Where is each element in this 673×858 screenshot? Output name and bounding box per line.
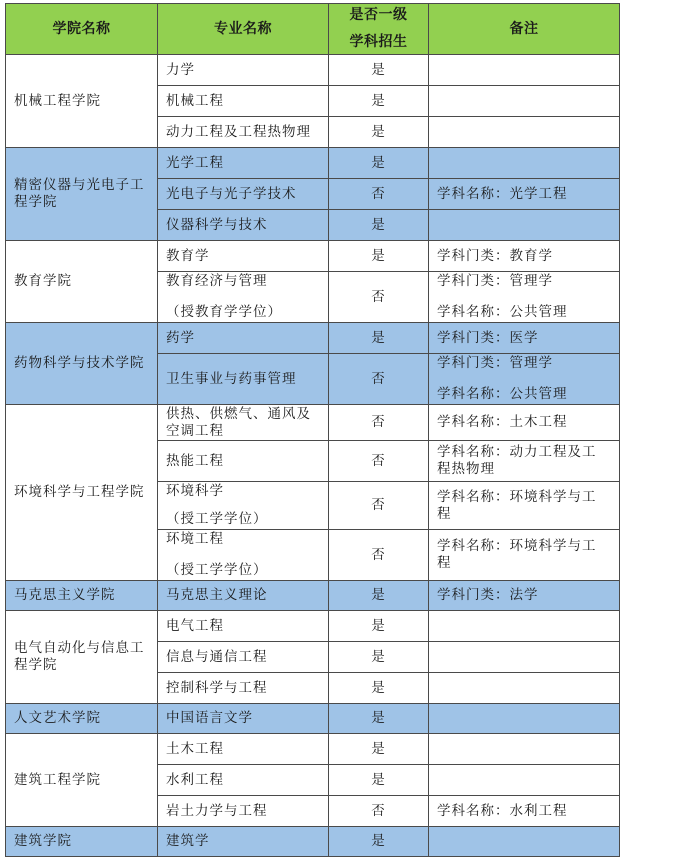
first-level-flag: 否 xyxy=(329,272,429,323)
major-name: 土木工程 xyxy=(158,734,329,765)
table-row xyxy=(6,241,620,272)
remark xyxy=(429,704,620,734)
table-row xyxy=(6,827,620,857)
first-level-flag: 否 xyxy=(329,405,429,441)
table-row xyxy=(6,323,620,354)
table-row xyxy=(6,611,620,642)
college-name-line2: 程学院 xyxy=(14,194,58,210)
first-level-flag: 是 xyxy=(329,765,429,796)
header-first-level xyxy=(329,4,429,55)
first-level-flag: 是 xyxy=(329,734,429,765)
program-table xyxy=(5,3,620,857)
first-level-flag: 是 xyxy=(329,673,429,704)
header-first-level-line1: 是否一级 xyxy=(349,7,408,23)
major-name xyxy=(158,482,329,530)
header-first-level-line2: 学科招生 xyxy=(349,34,408,50)
first-level-flag: 是 xyxy=(329,704,429,734)
remark: 学科名称：水利工程 xyxy=(429,796,620,827)
major-name xyxy=(158,272,329,323)
college-name: 人文艺术学院 xyxy=(6,704,158,734)
first-level-flag: 是 xyxy=(329,611,429,642)
major-name: 水利工程 xyxy=(158,765,329,796)
table-row xyxy=(6,704,620,734)
major-name-line1: 教育经济与管理 xyxy=(166,273,268,289)
remark-line1: 学科门类：管理学 xyxy=(437,355,553,371)
remark xyxy=(429,272,620,323)
remark xyxy=(429,734,620,765)
remark-line2: 程 xyxy=(437,505,452,522)
major-name: 教育学 xyxy=(158,241,329,272)
first-level-flag: 是 xyxy=(329,86,429,117)
remark-line2: 程 xyxy=(437,555,452,571)
remark xyxy=(429,55,620,86)
table-row xyxy=(6,581,620,611)
remark-line1: 学科名称：环境科学与工 xyxy=(437,538,597,554)
major-name: 建筑学 xyxy=(158,827,329,857)
college-name-line1: 电气自动化与信息工 xyxy=(14,640,145,656)
college-name: 建筑学院 xyxy=(6,827,158,857)
college-name-line2: 程学院 xyxy=(14,657,58,673)
table-row xyxy=(6,405,620,441)
major-name: 仪器科学与技术 xyxy=(158,210,329,241)
remark: 学科门类：法学 xyxy=(429,581,620,611)
remark xyxy=(429,765,620,796)
college-name xyxy=(6,148,158,241)
remark-line2: 学科名称：公共管理 xyxy=(437,304,568,320)
major-name: 动力工程及工程热物理 xyxy=(158,117,329,148)
remark-line1: 学科名称：环境科学与工 xyxy=(437,488,597,505)
major-name: 卫生事业与药事管理 xyxy=(158,354,329,405)
remark-line1: 学科名称：动力工程及工 xyxy=(437,444,597,460)
major-name: 中国语言文学 xyxy=(158,704,329,734)
first-level-flag: 是 xyxy=(329,827,429,857)
major-name: 热能工程 xyxy=(158,441,329,482)
first-level-flag: 是 xyxy=(329,642,429,673)
major-name: 力学 xyxy=(158,55,329,86)
major-name xyxy=(158,405,329,441)
remark: 学科名称：光学工程 xyxy=(429,179,620,210)
college-name: 机械工程学院 xyxy=(6,55,158,148)
major-name-line2: 空调工程 xyxy=(166,422,224,439)
major-name: 控制科学与工程 xyxy=(158,673,329,704)
first-level-flag: 是 xyxy=(329,241,429,272)
first-level-flag: 否 xyxy=(329,441,429,482)
major-name: 药学 xyxy=(158,323,329,354)
remark xyxy=(429,642,620,673)
first-level-flag: 否 xyxy=(329,530,429,581)
remark: 学科门类：教育学 xyxy=(429,241,620,272)
remark xyxy=(429,611,620,642)
major-name: 光电子与光子学技术 xyxy=(158,179,329,210)
first-level-flag: 否 xyxy=(329,354,429,405)
major-name: 岩土力学与工程 xyxy=(158,796,329,827)
remark: 学科名称：土木工程 xyxy=(429,405,620,441)
college-name: 马克思主义学院 xyxy=(6,581,158,611)
major-name: 马克思主义理论 xyxy=(158,581,329,611)
remark-line2: 程热物理 xyxy=(437,461,495,477)
first-level-flag: 是 xyxy=(329,581,429,611)
major-name: 光学工程 xyxy=(158,148,329,179)
first-level-flag: 是 xyxy=(329,210,429,241)
major-name-line1: 环境科学 xyxy=(166,483,224,499)
remark-line2: 学科名称：公共管理 xyxy=(437,386,568,402)
table-row xyxy=(6,734,620,765)
major-name-line2: （授工学学位） xyxy=(166,562,268,578)
major-name-line2: （授教育学学位） xyxy=(166,304,282,320)
major-name: 信息与通信工程 xyxy=(158,642,329,673)
major-name xyxy=(158,530,329,581)
college-name: 药物科学与技术学院 xyxy=(6,323,158,405)
major-name-line1: 供热、供燃气、通风及 xyxy=(166,405,311,422)
major-name: 机械工程 xyxy=(158,86,329,117)
header-college: 学院名称 xyxy=(6,4,158,55)
major-name-line2: （授工学学位） xyxy=(166,511,268,527)
remark xyxy=(429,86,620,117)
first-level-flag: 否 xyxy=(329,796,429,827)
table-row xyxy=(6,55,620,86)
college-name: 教育学院 xyxy=(6,241,158,323)
major-name: 电气工程 xyxy=(158,611,329,642)
remark xyxy=(429,482,620,530)
college-name xyxy=(6,611,158,704)
remark: 学科门类：医学 xyxy=(429,323,620,354)
remark xyxy=(429,530,620,581)
remark xyxy=(429,210,620,241)
first-level-flag: 否 xyxy=(329,482,429,530)
header-major: 专业名称 xyxy=(158,4,329,55)
remark xyxy=(429,354,620,405)
first-level-flag: 是 xyxy=(329,117,429,148)
remark xyxy=(429,827,620,857)
remark xyxy=(429,673,620,704)
first-level-flag: 是 xyxy=(329,148,429,179)
header-row xyxy=(6,4,620,55)
major-name-line1: 环境工程 xyxy=(166,531,224,547)
header-remarks: 备注 xyxy=(429,4,620,55)
first-level-flag: 是 xyxy=(329,323,429,354)
college-name: 环境科学与工程学院 xyxy=(6,405,158,581)
remark-line1: 学科门类：管理学 xyxy=(437,273,553,289)
first-level-flag: 否 xyxy=(329,179,429,210)
first-level-flag: 是 xyxy=(329,55,429,86)
college-name-line1: 精密仪器与光电子工 xyxy=(14,177,145,193)
remark xyxy=(429,148,620,179)
remark xyxy=(429,117,620,148)
college-name: 建筑工程学院 xyxy=(6,734,158,827)
remark xyxy=(429,441,620,482)
table-row xyxy=(6,148,620,179)
